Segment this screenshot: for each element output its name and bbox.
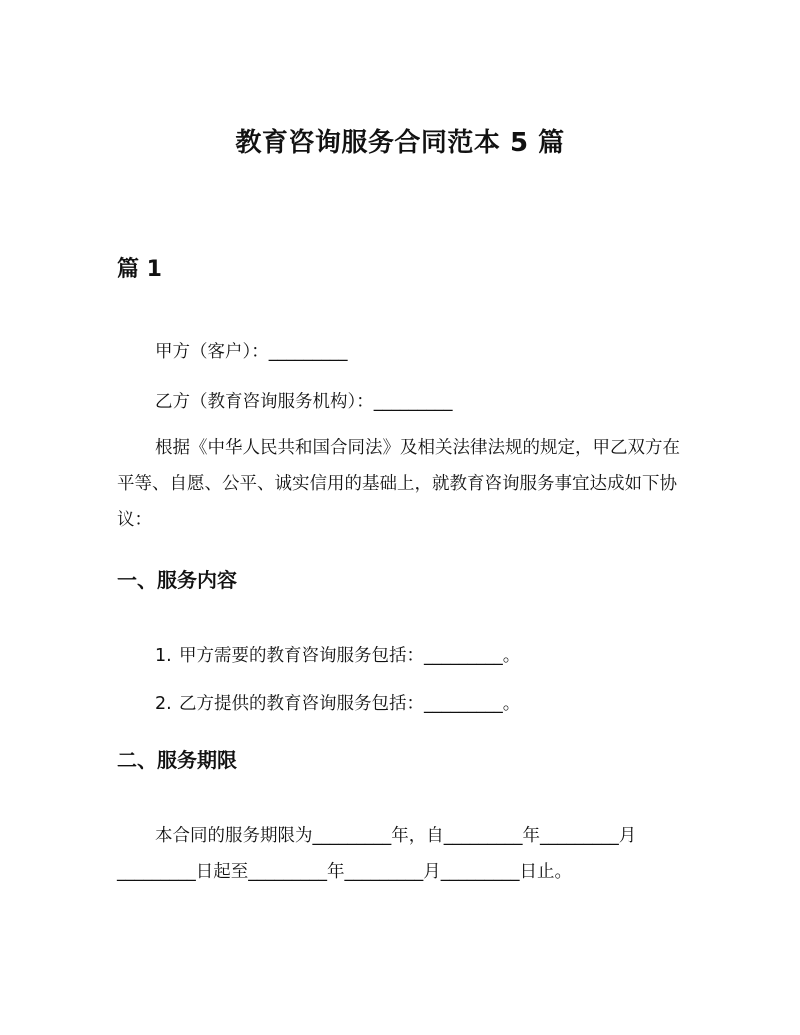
chapter-heading: 篇 1	[117, 257, 162, 282]
document-title: 教育咨询服务合同范本 5 篇	[235, 128, 565, 158]
list-item	[155, 690, 520, 715]
service-term-line-2: _________日起至_________年_________月_________日止。	[117, 862, 572, 882]
party-a-line: 甲方（客户）：_________	[155, 342, 348, 362]
list-item-text: 甲方需要的教育咨询服务包括：_________。	[179, 646, 521, 666]
section-heading-service-term: 二、服务期限	[117, 748, 237, 772]
section-heading-service-content: 一、服务内容	[117, 568, 237, 592]
list-item-text: 乙方提供的教育咨询服务包括：_________。	[179, 694, 521, 714]
list-item-number: 1.	[155, 646, 172, 666]
list-item	[155, 642, 520, 667]
service-term-line-1: 本合同的服务期限为_________年，自_________年_________月	[155, 826, 637, 846]
list-item-number: 2.	[155, 694, 172, 714]
party-b-line: 乙方（教育咨询服务机构）：_________	[155, 392, 453, 412]
intro-paragraph: 根据《中华人民共和国合同法》及相关法律法规的规定，甲乙双方在平等、自愿、公平、诚实信用的基础上，就教育咨询服务事宜达成如下协议：	[117, 438, 680, 530]
